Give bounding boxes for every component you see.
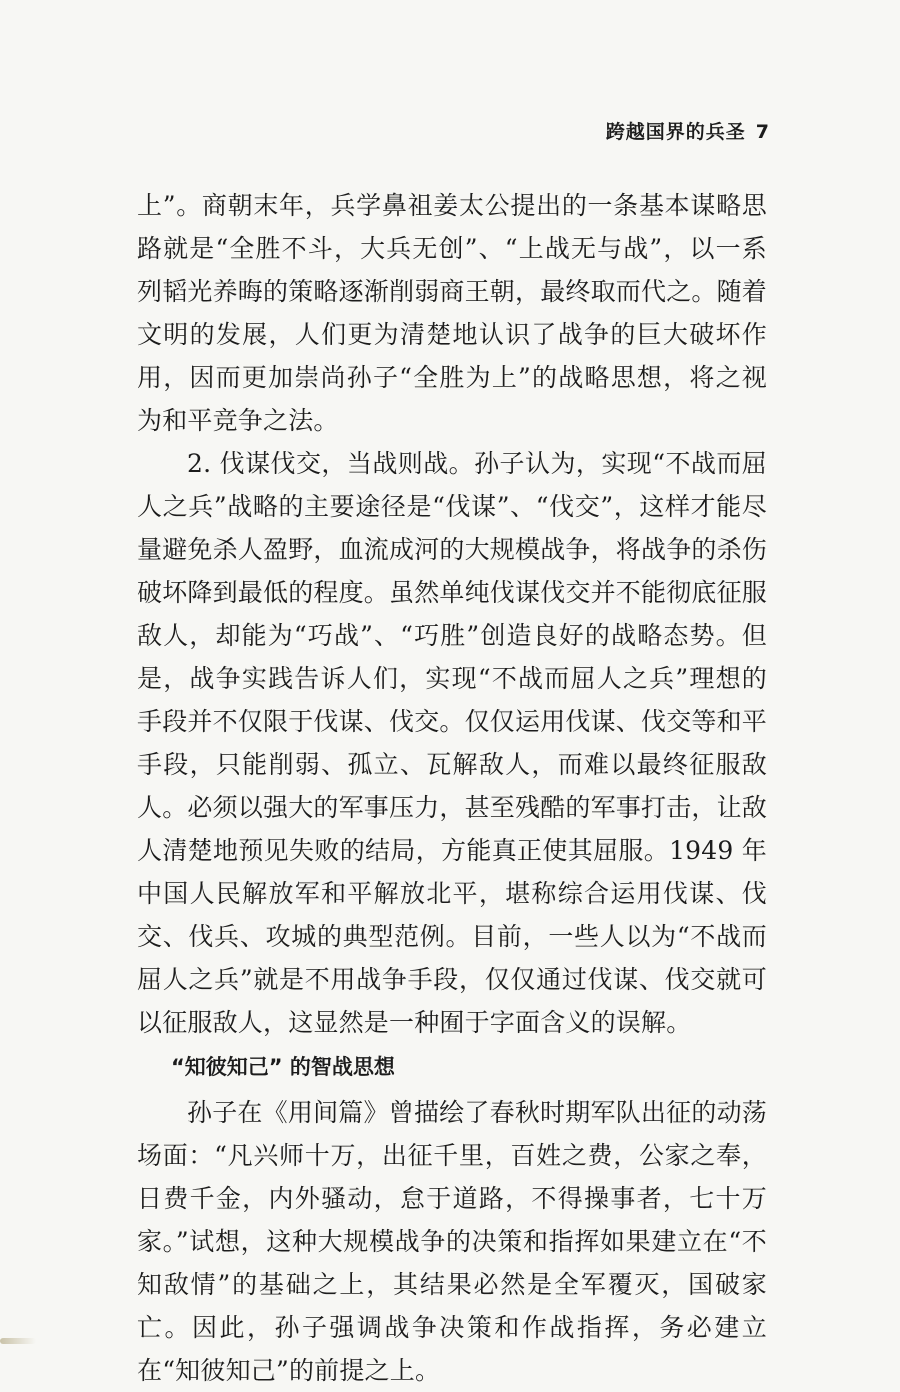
running-header — [606, 117, 770, 144]
page-body — [137, 184, 767, 1392]
paragraph-continued: 上”。商朝末年，兵学鼻祖姜太公提出的一条基本谋略思路就是“全胜不斗，大兵无创”、“上战无与战”，以一系列韬光养晦的策略逐渐削弱商王朝，最终取而代之。随着文明的发展，人们更为清楚地认识了战争的巨大破坏作用，因而更加崇尚孙子“全胜为上”的战略思想，将之视为和平竞争之法。 — [137, 191, 768, 435]
running-title: 跨越国界的兵圣 — [605, 121, 746, 143]
section-heading: “知彼知己” 的智战思想 — [171, 1055, 395, 1079]
page-number: 7 — [755, 121, 770, 143]
page-edge-stain — [0, 1338, 36, 1344]
paragraph-point-2: 2. 伐谋伐交，当战则战。孙子认为，实现“不战而屈人之兵”战略的主要途径是“伐谋”、“伐交”，这样才能尽量避免杀人盈野，血流成河的大规模战争，将战争的杀伤破坏降到最低的程度。虽然单纯伐谋伐交并不能彻底征服敌人，却能为“巧战”、“巧胜”创造良好的战略态势。但是，战争实践告诉人们，实现“不战而屈人之兵”理想的手段并不仅限于伐谋、伐交。仅仅运用伐谋、伐交等和平手段，只能削弱、孤立、瓦解敌人，而难以最终征服敌人。必须以强大的军事压力，甚至残酷的军事打击，让敌人清楚地预见失败的结局，方能真正使其屈服。1949 年中国人民解放军和平解放北平，堪称综合运用伐谋、伐交、伐兵、攻城的典型范例。目前，一些人以为“不战而屈人之兵”就是不用战争手段，仅仅通过伐谋、伐交就可以征服敌人，这显然是一种囿于字面含义的误解。 — [137, 449, 768, 1037]
paragraph-section-intro: 孙子在《用间篇》曾描绘了春秋时期军队出征的动荡场面：“凡兴师十万，出征千里，百姓之费，公家之奉，日费千金，内外骚动，怠于道路，不得操事者，七十万家。”试想，这种大规模战争的决策和指挥如果建立在“不知敌情”的基础之上，其结果必然是全军覆灭，国破家亡。因此，孙子强调战争决策和作战指挥，务必建立在“知彼知己”的前提之上。 — [137, 1098, 767, 1385]
